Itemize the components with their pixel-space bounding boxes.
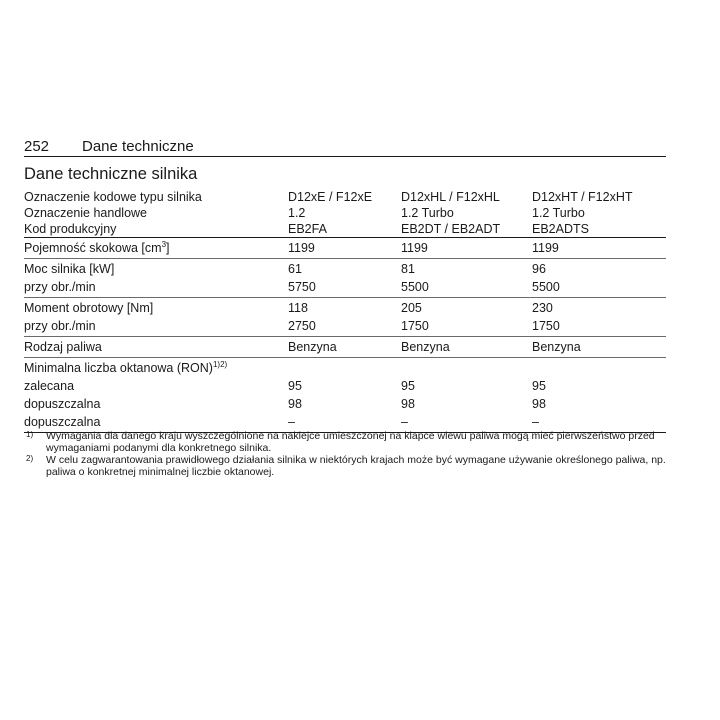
table-cell: 230 [532, 301, 553, 315]
table-cell: 1199 [532, 241, 559, 255]
table-cell: 1.2 [288, 206, 306, 220]
table-cell: EB2ADTS [532, 222, 589, 236]
table-cell: – [532, 415, 539, 429]
row-label: przy obr./min [24, 319, 96, 333]
table-cell: 1199 [288, 241, 315, 255]
row-label: Oznaczenie kodowe typu silnika [24, 190, 202, 204]
row-label: dopuszczalna [24, 397, 101, 411]
table-row-fuel-type [24, 339, 666, 355]
table-row-octane-allowed [24, 396, 666, 412]
table-cell: 61 [288, 262, 302, 276]
table-cell: Benzyna [288, 340, 337, 354]
table-cell: – [288, 415, 295, 429]
footnote-mark: 1) [26, 430, 34, 439]
table-cell: 1750 [532, 319, 560, 333]
table-cell: 81 [401, 262, 415, 276]
table-cell: 98 [532, 397, 546, 411]
table-cell: 98 [401, 397, 415, 411]
table-cell: 96 [532, 262, 546, 276]
page-header [24, 138, 666, 156]
row-label: Moc silnika [kW] [24, 262, 115, 276]
table-cell: Benzyna [532, 340, 581, 354]
table-cell: 5500 [532, 280, 560, 294]
section-title: Dane techniczne silnika [24, 165, 198, 183]
row-label: dopuszczalna [24, 415, 101, 429]
footnote-text: W celu zagwarantowania prawidłowego działania silnika w niektórych krajach może być wymagane używanie określonego paliwa, np. paliwa o konkretnej minimalnej liczbie oktanowej. [46, 454, 666, 478]
table-row-torque [24, 300, 666, 316]
table-row-octane-allowed-2 [24, 414, 666, 430]
table-cell: 5750 [288, 280, 316, 294]
page-section-title: Dane techniczne [82, 138, 194, 155]
table-cell: 205 [401, 301, 422, 315]
table-cell: 1199 [401, 241, 428, 255]
engine-data-table [24, 189, 666, 433]
table-row-power [24, 261, 666, 277]
row-label: Pojemność skokowa $[cm^3]$ [24, 240, 170, 255]
table-cell: 95 [532, 379, 546, 393]
table-cell: D12xHL / F12xHL [401, 190, 500, 204]
table-cell: 1.2 Turbo [532, 206, 585, 220]
table-cell: 95 [288, 379, 302, 393]
table-cell: 2750 [288, 319, 316, 333]
table-row-engine-code [24, 189, 666, 205]
footnotes [24, 431, 674, 479]
table-row-octane-heading [24, 360, 666, 376]
table-cell: 5500 [401, 280, 429, 294]
table-cell: – [401, 415, 408, 429]
table-cell: 118 [288, 301, 308, 315]
table-cell: D12xHT / F12xHT [532, 190, 633, 204]
row-label: Moment obrotowy [Nm] [24, 301, 154, 315]
row-label: Oznaczenie handlowe [24, 206, 147, 220]
table-cell: EB2DT / EB2ADT [401, 222, 501, 236]
table-cell: 1750 [401, 319, 429, 333]
table-row-displacement [24, 240, 666, 256]
footnote-text: Wymagania dla danego kraju wyszczególnione na naklejce umieszczonej na klapce wlewu paliwa mogą mieć pierwszeństwo przed wymaganiami podanymi dla konkretnego silnika. [46, 430, 655, 454]
table-row-octane-recommended [24, 378, 666, 394]
table-cell: 95 [401, 379, 415, 393]
row-label: zalecana [24, 379, 75, 393]
footnote [24, 455, 674, 478]
row-label: przy obr./min [24, 280, 96, 294]
table-row-trade-name [24, 205, 666, 221]
table-cell: D12xE / F12xE [288, 190, 373, 204]
row-label: Rodzaj paliwa [24, 340, 102, 354]
table-cell: 1.2 Turbo [401, 206, 454, 220]
table-row-production-code [24, 221, 666, 237]
table-cell: 98 [288, 397, 302, 411]
table-row-power-rpm [24, 279, 666, 295]
row-label: Minimalna liczba oktanowa (RON)$^{1)2)}$ [24, 360, 228, 375]
page-number: 252 [24, 138, 50, 155]
table-row-torque-rpm [24, 318, 666, 334]
table-cell: EB2FA [288, 222, 327, 236]
footnote [24, 431, 674, 454]
header-divider [24, 156, 666, 157]
row-label: Kod produkcyjny [24, 222, 117, 236]
footnote-mark: 2) [26, 454, 34, 463]
table-cell: Benzyna [401, 340, 450, 354]
